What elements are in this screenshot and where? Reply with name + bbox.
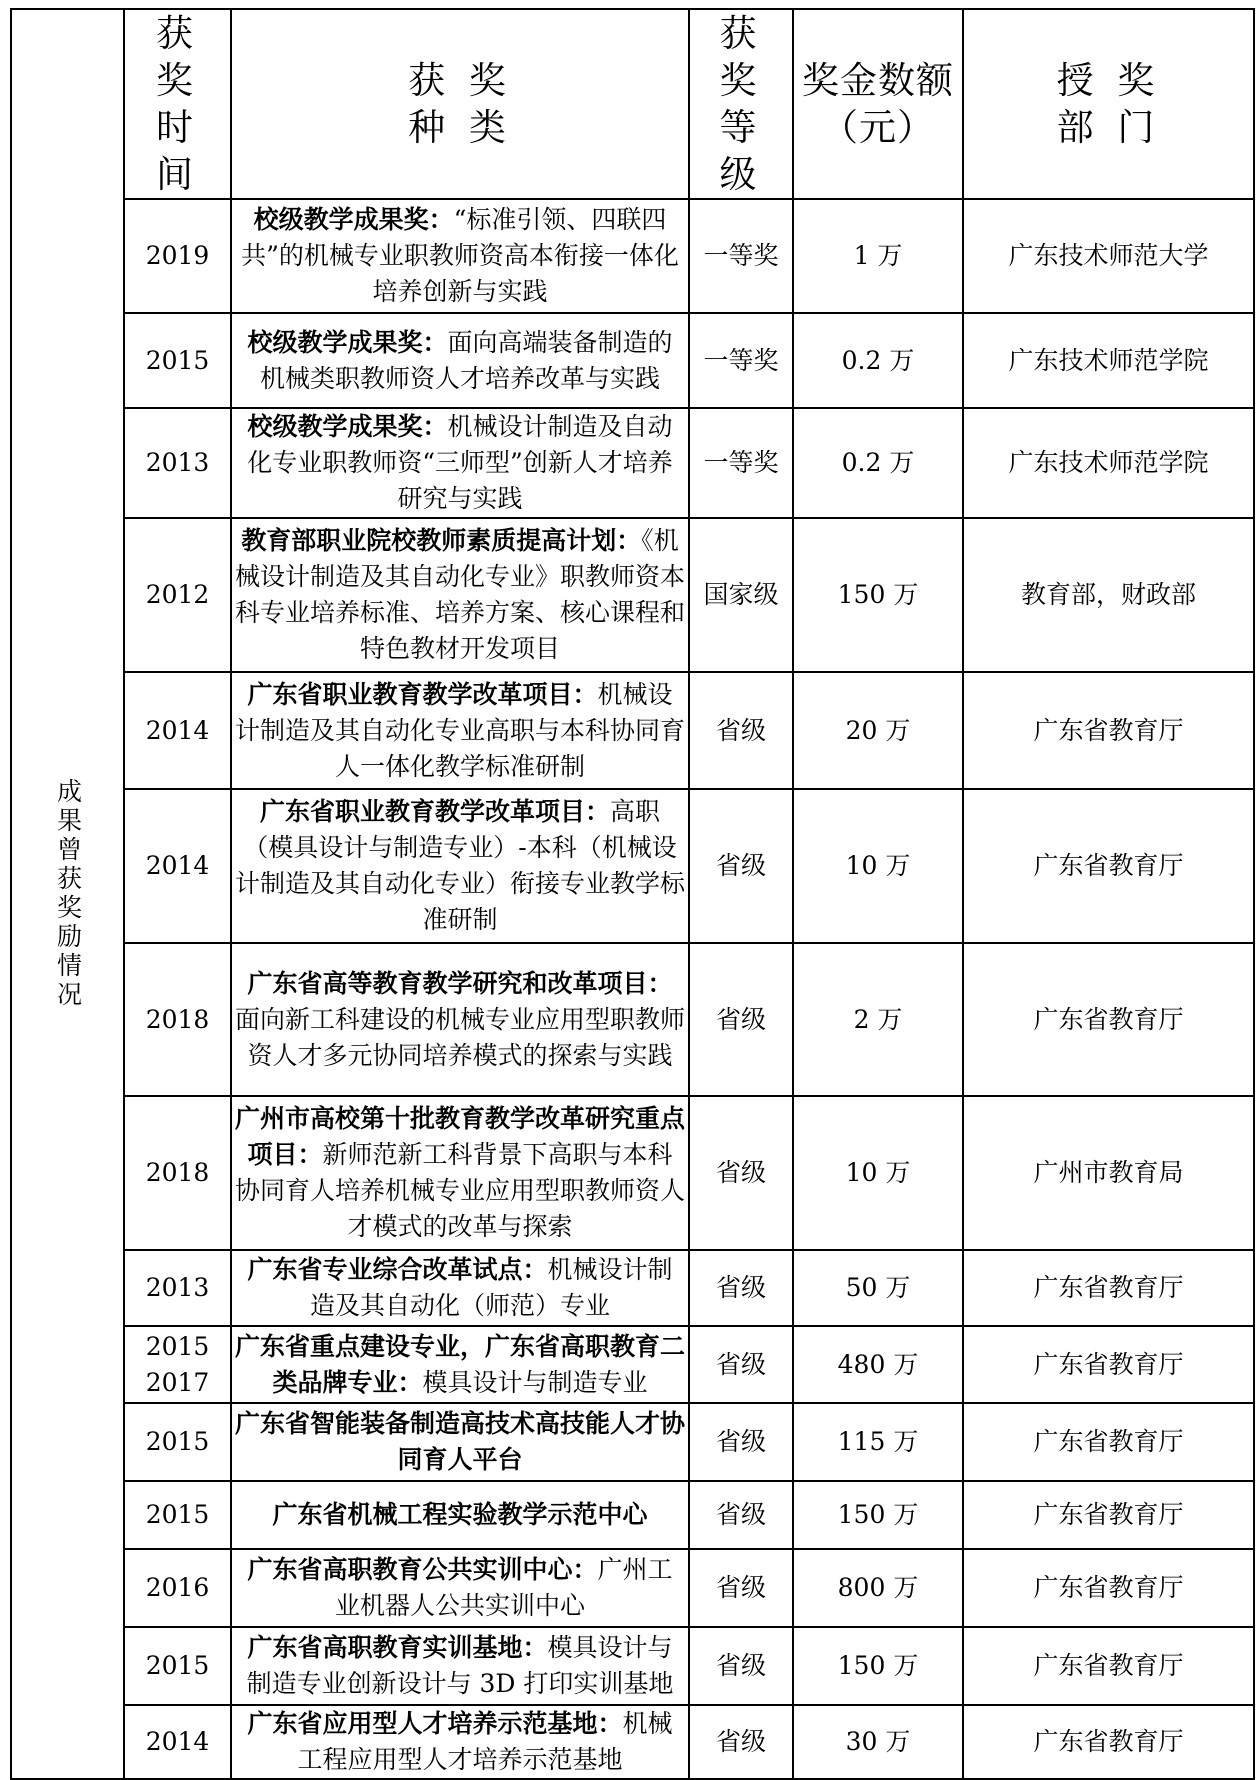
award-department: 广东省教育厅 (963, 789, 1254, 943)
award-level: 省级 (689, 1326, 793, 1403)
table-body (11, 9, 1254, 1779)
award-year: 2014 (124, 789, 231, 943)
table-row (11, 1403, 1254, 1481)
award-year: 2013 (124, 1250, 231, 1326)
award-amount: 30 万 (793, 1705, 963, 1779)
award-year: 2015 (124, 1403, 231, 1481)
award-category-detail: “标准引领、四联四共”的机械专业职教师资高本衔接一体化培养创新与实践 (241, 205, 679, 306)
side-label: 成果曾获奖励情况 (11, 9, 124, 1779)
award-category-detail: 模具设计与制造专业创新设计与 3D 打印实训基地 (246, 1633, 674, 1698)
award-amount: 800 万 (793, 1549, 963, 1627)
award-category-title: 教育部职业院校教师素质提高计划： (241, 526, 642, 555)
award-year: 2014 (124, 672, 231, 789)
award-category-title: 广东省职业教育教学改革项目： (247, 679, 598, 709)
award-amount: 0.2 万 (793, 313, 963, 408)
award-category-detail: 模具设计与制造专业 (422, 1367, 648, 1397)
header-amount: 奖金数额 （元） (793, 9, 963, 199)
award-level: 省级 (689, 943, 793, 1096)
award-category-title: 校级教学成果奖： (247, 327, 448, 357)
award-year: 2018 (124, 943, 231, 1096)
awards-table (10, 8, 1255, 1780)
award-category (231, 1096, 689, 1250)
award-level: 省级 (689, 1096, 793, 1250)
header-category: 获 奖 种 类 (231, 9, 689, 199)
award-department: 广东技术师范学院 (963, 408, 1254, 518)
award-amount: 20 万 (793, 672, 963, 789)
award-level: 省级 (689, 1250, 793, 1326)
award-department: 广东省教育厅 (963, 672, 1254, 789)
award-level: 一等奖 (689, 313, 793, 408)
award-category (231, 1403, 689, 1481)
award-category-title: 广东省高职教育实训基地： (247, 1633, 548, 1662)
award-category (231, 1549, 689, 1627)
award-level: 省级 (689, 1627, 793, 1705)
table-row (11, 408, 1254, 518)
table-row (11, 789, 1254, 943)
award-category (231, 313, 689, 408)
award-amount: 50 万 (793, 1250, 963, 1326)
table-row (11, 518, 1254, 672)
award-department: 广东省教育厅 (963, 1250, 1254, 1326)
award-category-title: 校级教学成果奖： (253, 205, 454, 234)
award-category-detail: 机械设计制造及其自动化（师范）专业 (309, 1255, 673, 1320)
award-amount: 10 万 (793, 789, 963, 943)
award-department: 广东省教育厅 (963, 943, 1254, 1096)
award-level: 省级 (689, 789, 793, 943)
award-category (231, 943, 689, 1096)
award-category-title: 广东省专业综合改革试点： (247, 1255, 548, 1284)
award-category-detail: 机械工程应用型人才培养示范基地 (297, 1709, 673, 1774)
award-department: 广东省教育厅 (963, 1627, 1254, 1705)
award-level: 一等奖 (689, 408, 793, 518)
award-year: 2012 (124, 518, 231, 672)
award-category-title: 广东省职业教育教学改革项目： (259, 797, 610, 826)
award-amount: 480 万 (793, 1326, 963, 1403)
award-category-title: 广东省机械工程实验教学示范中心 (272, 1500, 648, 1529)
award-amount: 10 万 (793, 1096, 963, 1250)
award-category-detail: 广州工业机器人公共实训中心 (334, 1555, 673, 1620)
award-category-title: 校级教学成果奖： (247, 412, 448, 441)
award-amount: 150 万 (793, 1481, 963, 1549)
award-category (231, 1705, 689, 1779)
award-category (231, 518, 689, 672)
award-amount: 1 万 (793, 199, 963, 313)
award-category-title: 广州市高校第十批教育教学改革研究重点项目： (235, 1104, 686, 1169)
award-level: 一等奖 (689, 199, 793, 313)
award-category-detail: 机械设计制造及自动化专业职教师资“三师型”创新人才培养研究与实践 (247, 412, 673, 513)
award-department: 广州市教育局 (963, 1096, 1254, 1250)
award-category-detail: 《机械设计制造及其自动化专业》职教师资本科专业培养标准、培养方案、核心课程和特色教材开发项目 (235, 526, 686, 663)
table-row (11, 313, 1254, 408)
award-department: 广东省教育厅 (963, 1403, 1254, 1481)
award-year: 2015 (124, 1481, 231, 1549)
award-year: 2013 (124, 408, 231, 518)
award-category-title: 广东省智能装备制造高技术高技能人才协同育人平台 (235, 1409, 686, 1474)
award-level: 省级 (689, 672, 793, 789)
award-amount: 150 万 (793, 518, 963, 672)
table-row (11, 1326, 1254, 1403)
award-category (231, 672, 689, 789)
award-category-detail: 机械设计制造及其自动化专业高职与本科协同育人一体化教学标准研制 (235, 679, 686, 781)
award-category-detail: 面向新工科建设的机械专业应用型职教师资人才多元协同培养模式的探索与实践 (235, 1004, 686, 1070)
award-category-detail: 面向高端装备制造的机械类职教师资人才培养改革与实践 (259, 327, 673, 393)
award-year: 2015 (124, 313, 231, 408)
award-category (231, 1627, 689, 1705)
award-department: 广东省教育厅 (963, 1481, 1254, 1549)
table-row (11, 199, 1254, 313)
award-category-title: 广东省重点建设专业，广东省高职教育二类品牌专业： (235, 1331, 686, 1397)
award-department: 广东技术师范学院 (963, 313, 1254, 408)
award-amount: 2 万 (793, 943, 963, 1096)
award-level: 国家级 (689, 518, 793, 672)
award-year: 2015 (124, 1627, 231, 1705)
header-level: 获 奖 等 级 (689, 9, 793, 199)
table-row (11, 943, 1254, 1096)
award-department: 广东省教育厅 (963, 1549, 1254, 1627)
award-category-title: 广东省高职教育公共实训中心： (247, 1555, 598, 1584)
header-row (11, 9, 1254, 199)
header-department: 授 奖 部 门 (963, 9, 1254, 199)
award-year: 2019 (124, 199, 231, 313)
award-year: 2014 (124, 1705, 231, 1779)
award-category (231, 199, 689, 313)
award-level: 省级 (689, 1549, 793, 1627)
award-category-detail: 新师范新工科背景下高职与本科协同育人培养机械专业应用型职教师资人才模式的改革与探索 (235, 1140, 686, 1241)
award-department: 广东省教育厅 (963, 1705, 1254, 1779)
award-category-detail: 高职（模具设计与制造专业）-本科（机械设计制造及其自动化专业）衔接专业教学标准研制 (235, 797, 686, 934)
award-category (231, 1481, 689, 1549)
award-amount: 115 万 (793, 1403, 963, 1481)
award-level: 省级 (689, 1481, 793, 1549)
award-department: 广东省教育厅 (963, 1326, 1254, 1403)
award-category (231, 789, 689, 943)
table-row (11, 1705, 1254, 1779)
award-category (231, 1326, 689, 1403)
award-amount: 150 万 (793, 1627, 963, 1705)
award-level: 省级 (689, 1705, 793, 1779)
header-time: 获 奖 时 间 (124, 9, 231, 199)
award-department: 广东技术师范大学 (963, 199, 1254, 313)
award-category (231, 408, 689, 518)
award-amount: 0.2 万 (793, 408, 963, 518)
award-year: 2018 (124, 1096, 231, 1250)
award-category-title: 广东省应用型人才培养示范基地： (247, 1709, 623, 1738)
table-row (11, 1481, 1254, 1549)
award-year: 2015 2017 (124, 1326, 231, 1403)
award-level: 省级 (689, 1403, 793, 1481)
award-category-title: 广东省高等教育教学研究和改革项目： (247, 968, 673, 998)
table-row (11, 1096, 1254, 1250)
table-row (11, 1627, 1254, 1705)
award-department: 教育部，财政部 (963, 518, 1254, 672)
table-row (11, 1549, 1254, 1627)
table-row (11, 672, 1254, 789)
award-year: 2016 (124, 1549, 231, 1627)
award-category (231, 1250, 689, 1326)
table-row (11, 1250, 1254, 1326)
